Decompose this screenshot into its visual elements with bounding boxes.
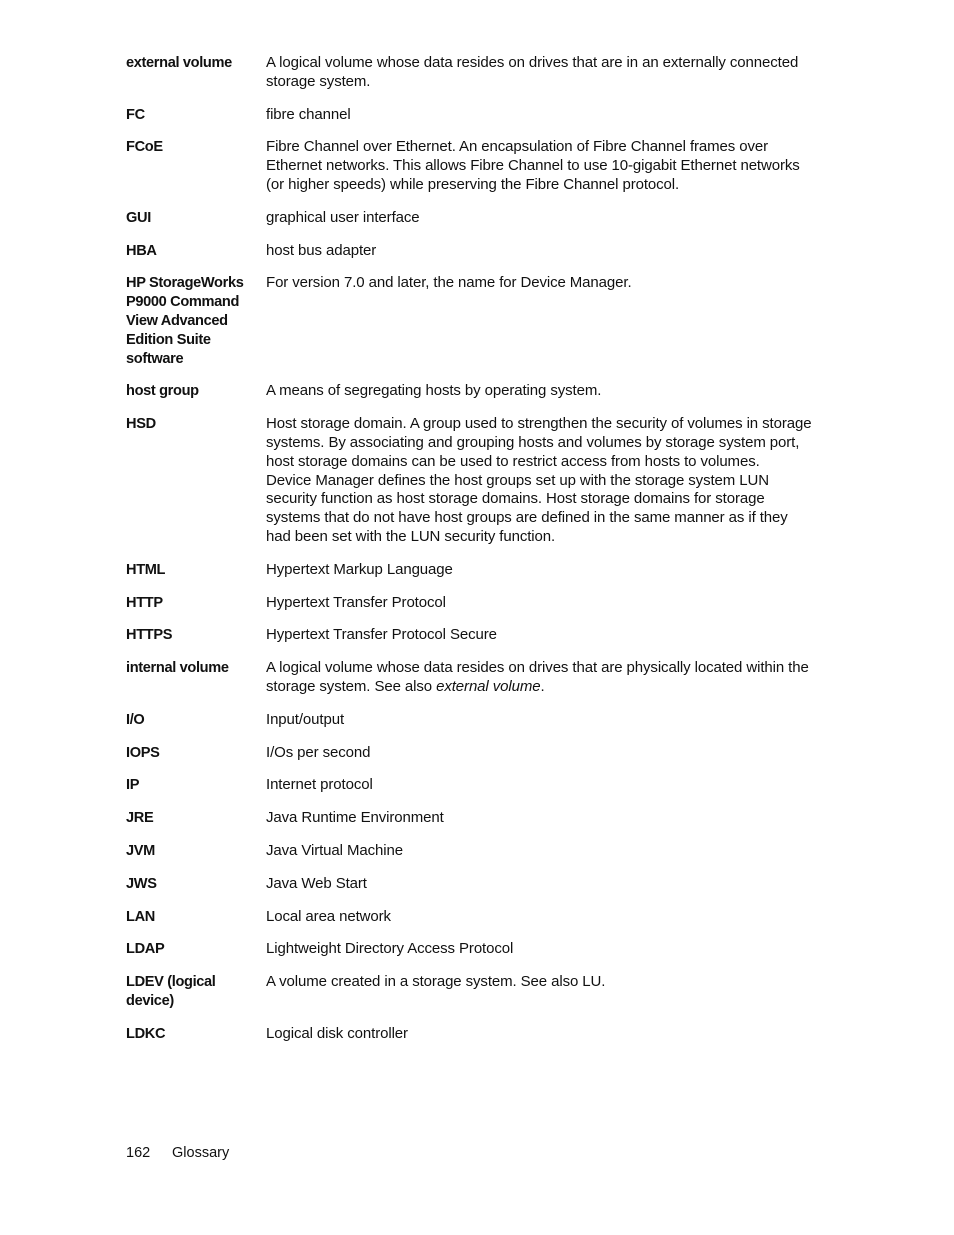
glossary-entry xyxy=(126,744,816,763)
glossary-term: JVM xyxy=(126,842,155,859)
glossary-definition xyxy=(266,106,816,125)
glossary-term: JWS xyxy=(126,875,157,892)
definition-paragraph: Java Virtual Machine xyxy=(266,841,403,859)
glossary-entry xyxy=(126,138,816,194)
glossary-term: GUI xyxy=(126,209,151,226)
glossary-definition xyxy=(266,209,816,228)
glossary-entry xyxy=(126,1025,816,1044)
glossary-term: HTTP xyxy=(126,594,163,611)
glossary-term: LAN xyxy=(126,908,155,925)
glossary-entry xyxy=(126,659,816,697)
cross-reference-link[interactable]: external volume xyxy=(436,677,541,695)
glossary-definition xyxy=(266,561,816,580)
glossary-definition xyxy=(266,973,816,992)
glossary-definition xyxy=(266,908,816,927)
glossary-term: HP StorageWorks P9000 Command View Advanced Edition Suite software xyxy=(126,275,244,367)
definition-paragraph: fibre channel xyxy=(266,105,351,123)
glossary-term: internal volume xyxy=(126,660,229,677)
glossary-entry xyxy=(126,274,816,368)
definition-paragraph xyxy=(266,659,816,697)
glossary-definition xyxy=(266,594,816,613)
glossary-entry xyxy=(126,809,816,828)
definition-paragraph: Java Web Start xyxy=(266,874,367,892)
glossary-definition xyxy=(266,138,816,194)
glossary-definition xyxy=(266,940,816,959)
definition-text: A logical volume whose data resides on drives that are physically located within the storage system. See also xyxy=(266,659,809,695)
footer-section-title: Glossary xyxy=(172,1145,230,1161)
definition-paragraph: Input/output xyxy=(266,710,345,728)
glossary-term: IP xyxy=(126,777,140,794)
glossary-entry xyxy=(126,842,816,861)
glossary-entry xyxy=(126,415,816,547)
definition-text-suffix: . xyxy=(540,677,545,695)
glossary-term: HSD xyxy=(126,416,156,433)
glossary-entry xyxy=(126,973,816,1011)
glossary-entry xyxy=(126,209,816,228)
glossary-entry xyxy=(126,940,816,959)
glossary-entry xyxy=(126,776,816,795)
glossary-term: IOPS xyxy=(126,744,160,761)
glossary-list xyxy=(126,54,816,1057)
definition-paragraph: Host storage domain. A group used to strengthen the security of volumes in storage systems. By associating and grouping hosts and volumes by storage system port, host storage domains can be used to restrict access from hosts to volumes. xyxy=(266,415,812,470)
glossary-definition xyxy=(266,744,816,763)
definition-paragraph: host bus adapter xyxy=(266,241,377,259)
glossary-definition xyxy=(266,776,816,795)
definition-paragraph: Logical disk controller xyxy=(266,1024,408,1042)
glossary-definition xyxy=(266,711,816,730)
definition-paragraph: A volume created in a storage system. See also LU. xyxy=(266,973,606,991)
glossary-definition xyxy=(266,242,816,261)
definition-paragraph: Hypertext Transfer Protocol xyxy=(266,593,446,611)
glossary-definition xyxy=(266,415,816,547)
glossary-term: host group xyxy=(126,383,199,400)
glossary-term: I/O xyxy=(126,711,145,728)
definition-paragraph: Fibre Channel over Ethernet. An encapsulation of Fibre Channel frames over Ethernet networks. This allows Fibre Channel to use 10-gigabit Ethernet networks (or higher speeds) while preserving the Fibre Channel protocol. xyxy=(266,138,800,193)
definition-paragraph: graphical user interface xyxy=(266,208,420,226)
glossary-entry xyxy=(126,242,816,261)
glossary-entry xyxy=(126,561,816,580)
glossary-entry xyxy=(126,875,816,894)
definition-paragraph: Java Runtime Environment xyxy=(266,809,444,827)
glossary-term: HBA xyxy=(126,242,157,259)
glossary-definition xyxy=(266,54,816,92)
page-footer xyxy=(126,1144,229,1162)
glossary-term: JRE xyxy=(126,810,154,827)
glossary-entry xyxy=(126,54,816,92)
definition-paragraph: Hypertext Transfer Protocol Secure xyxy=(266,626,497,644)
glossary-definition xyxy=(266,626,816,645)
glossary-definition xyxy=(266,659,816,697)
definition-paragraph: A logical volume whose data resides on drives that are in an externally connected storage system. xyxy=(266,54,799,90)
definition-paragraph: I/Os per second xyxy=(266,743,371,761)
glossary-term: LDAP xyxy=(126,941,165,958)
glossary-definition xyxy=(266,809,816,828)
glossary-entry xyxy=(126,594,816,613)
definition-paragraph: Local area network xyxy=(266,907,391,925)
glossary-term: FC xyxy=(126,106,145,123)
glossary-term: LDEV (logical device) xyxy=(126,974,216,1009)
glossary-term: FCoE xyxy=(126,139,163,156)
glossary-term: external volume xyxy=(126,55,232,71)
glossary-term: HTML xyxy=(126,561,166,578)
definition-paragraph: Device Manager defines the host groups set up with the storage system LUN security function as host storage domains. Host storage domains for storage systems that do not have host groups are defined in the same manner as if they had been set with the LUN security function. xyxy=(266,471,788,545)
glossary-term: HTTPS xyxy=(126,627,173,644)
definition-paragraph: A means of segregating hosts by operating system. xyxy=(266,382,602,400)
glossary-definition xyxy=(266,274,816,293)
glossary-definition xyxy=(266,382,816,401)
glossary-entry xyxy=(126,106,816,125)
page-number: 162 xyxy=(126,1145,151,1161)
glossary-entry xyxy=(126,711,816,730)
glossary-entry xyxy=(126,626,816,645)
definition-paragraph: Lightweight Directory Access Protocol xyxy=(266,940,514,958)
glossary-definition xyxy=(266,875,816,894)
definition-paragraph: For version 7.0 and later, the name for Device Manager. xyxy=(266,274,632,292)
definition-paragraph: Hypertext Markup Language xyxy=(266,560,453,578)
glossary-definition xyxy=(266,842,816,861)
definition-paragraph: Internet protocol xyxy=(266,776,373,794)
glossary-entry xyxy=(126,908,816,927)
glossary-term: LDKC xyxy=(126,1025,166,1042)
glossary-definition xyxy=(266,1025,816,1044)
glossary-entry xyxy=(126,382,816,401)
